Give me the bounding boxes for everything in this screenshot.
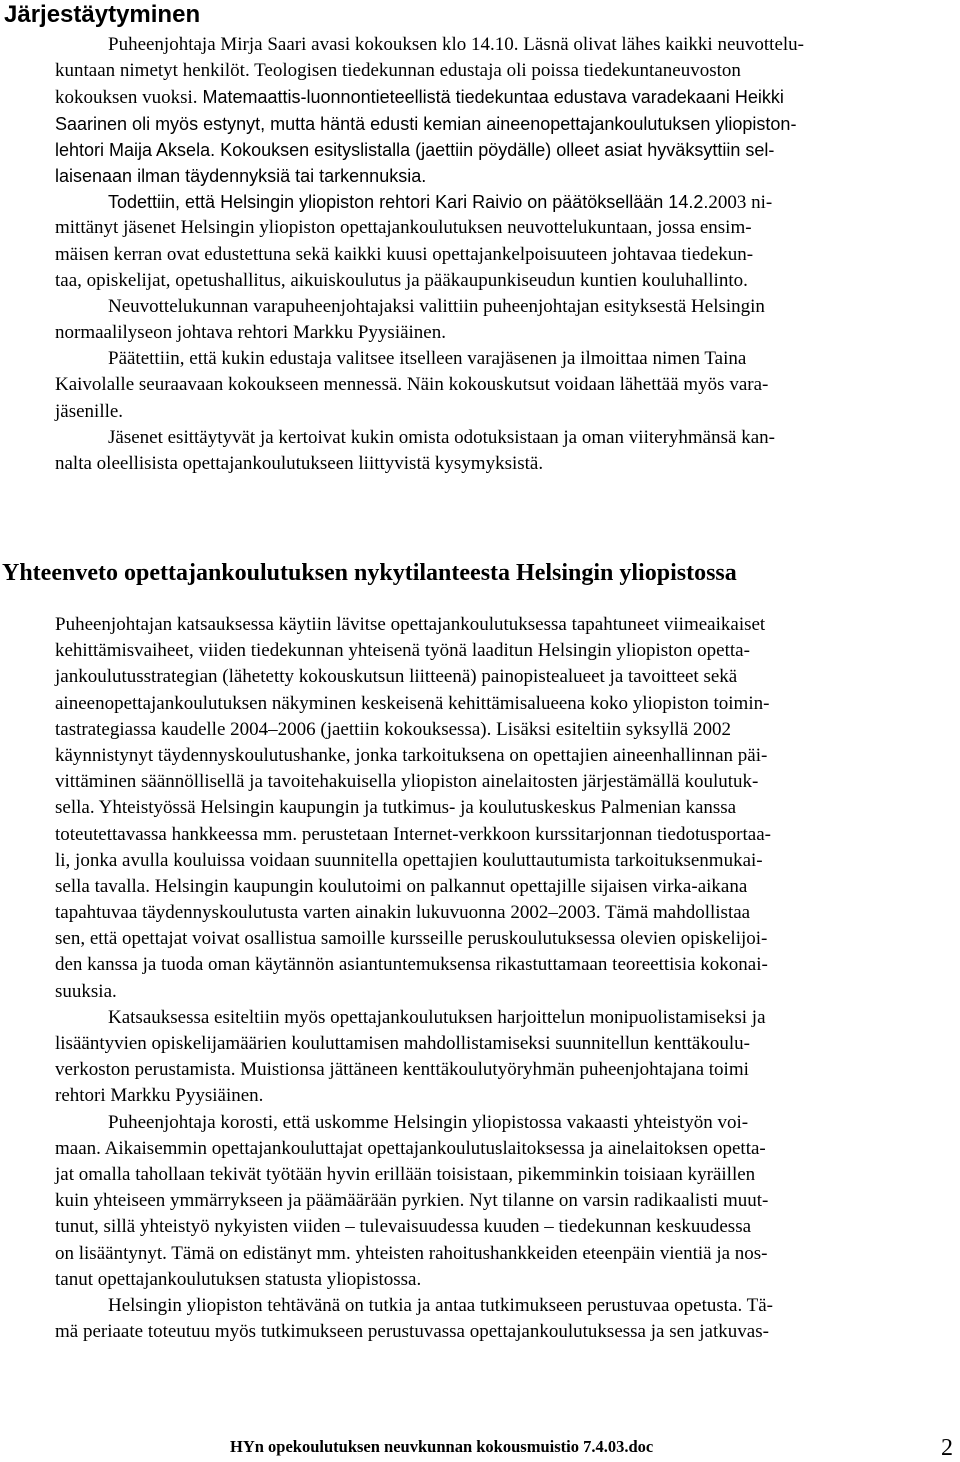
section-heading-yhteenveto: Yhteenveto opettajankoulutuksen nykytilanteesta Helsingin yliopistossa [2,560,737,586]
paragraph-line: tunut, sillä yhteistyö nykyisten viiden – tulevaisuudessa kuuden – tiedekunnan keskuudessa [55,1216,752,1238]
paragraph-line: mittänyt jäsenet Helsingin yliopiston opettajankoulutuksen neuvottelukuntaan, jossa ensim- [55,217,752,239]
paragraph-line: tanut opettajankoulutuksen statusta yliopistossa. [55,1268,422,1290]
paragraph-line: laisenaan ilman täydennyksiä tai tarkennuksia. [55,165,427,186]
paragraph-line: kuin yhteiseen ymmärrykseen ja päämäärään pyrkien. Nyt tilanne on varsin radikaalisti muut- [55,1190,769,1212]
paragraph-line: den kanssa ja tuoda oman käytännön asiantuntemuksensa rikastuttamaan teoreettisia kokonai- [55,954,768,976]
paragraph-line: toteutettavassa hankkeessa mm. perustetaan Internet-verkkoon kurssitarjonnan tiedotusportaa- [55,823,771,845]
paragraph-line-part: lehtori Maija Aksela. [55,139,216,160]
paragraph-line: li, jonka avulla kouluissa voidaan suunnitella opettajien kouluttautumista tarkoituksenmukai- [55,849,763,871]
paragraph-line: tastrategiassa kaudelle 2004–2006 (jaettiin kokouksessa). Lisäksi esiteltiin syksyllä 2002 [55,718,731,740]
paragraph-line: jankoulutusstrategian (lähetetty kokouskutsun liitteenä) painopistealueet ja tavoitteet sekä [55,666,738,688]
paragraph-line [55,137,935,163]
paragraph-line: Kaivolalle seuraavaan kokoukseen mennessä. Näin kokouskutsut voidaan lähettää myös vara- [55,374,769,396]
paragraph-line: Puheenjohtaja korosti, että uskomme Helsingin yliopistossa vakaasti yhteistyön voi- [108,1111,749,1133]
section-heading-jarjestaytyminen: Järjestäytyminen [4,1,201,28]
paragraph-line: taa, opiskelijat, opetushallitus, aikuiskoulutus ja pääkaupunkiseudun kuntien kouluhallinto. [55,269,748,291]
paragraph-line: Helsingin yliopiston tehtävänä on tutkia ja antaa tutkimukseen perustuvaa opetusta. Tä- [108,1294,774,1316]
paragraph-line: nalta oleellisista opettajankoulutukseen liittyvistä kysymyksistä. [55,453,544,474]
paragraph-line: jäsenille. [55,400,124,422]
paragraph-line: sella tavalla. Helsingin kaupungin koulutoimi on palkannut opettajille sijaisen virka-aikana [55,875,748,897]
paragraph-line: verkoston perustamista. Muistionsa jättäneen kenttäkoulutyöryhmän puheenjohtajana toimi [55,1059,749,1081]
paragraph-line: Puheenjohtajan katsauksessa käytiin lävitse opettajankoulutuksessa tapahtuneet viimeaikaiset [55,614,766,635]
paragraph-line: mäisen kerran ovat edustettuna sekä kaikki kuusi opettajankelpoisuuteen johtavaa tiedekun- [55,243,754,265]
paragraph-line: kuntaan nimetyt henkilöt. Teologisen tiedekunnan edustaja oli poissa tiedekuntaneuvoston [55,60,741,82]
paragraph-line: tapahtuvaa täydennyskoulutusta varten ainakin lukuvuonna 2002–2003. Tämä mahdollistaa [55,902,751,924]
paragraph-line: Katsauksessa esiteltiin myös opettajankoulutuksen harjoittelun monipuolistamiseksi ja [108,1006,766,1028]
paragraph-line: Jäsenet esittäytyvät ja kertoivat kukin omista odotuksistaan ja oman viiteryhmänsä kan- [108,426,775,448]
section1-body [55,32,935,477]
paragraph-line: sen, että opettajat voivat osallistua samoille kursseille peruskoulutuksessa olevien opiskelijoi- [55,928,768,950]
paragraph-line-part: Todettiin, että Helsingin yliopiston rehtori Kari Raivio on päätöksellään 14.2. [108,192,709,213]
paragraph-line: Neuvottelukunnan varapuheenjohtajaksi valittiin puheenjohtajan esityksestä Helsingin [108,295,765,317]
paragraph-line-part: Matemaattis-luonnontieteellistä tiedekuntaa edustava varadekaani Heikki [197,87,784,108]
paragraph-line: normaalilyseon johtava rehtori Markku Pyysiäinen. [55,322,446,344]
section2-body [55,612,935,1345]
paragraph-line: Puheenjohtaja Mirja Saari avasi kokouksen klo 14.10. Läsnä olivat lähes kaikki neuvottelu- [108,34,804,55]
paragraph-line: Saarinen oli myös estynyt, mutta häntä edusti kemian aineenopettajankoulutuksen yliopiston- [55,113,797,134]
paragraph-line: maan. Aikaisemmin opettajankouluttajat opettajankoulutuslaitoksessa ja ainelaitoksen opetta- [55,1137,766,1159]
paragraph-line: mä periaate toteutuu myös tutkimukseen perustuvassa opettajankoulutuksessa ja sen jatkuvas- [55,1321,769,1343]
paragraph-line-part: 2003 ni- [708,192,773,214]
paragraph-line: sella. Yhteistyössä Helsingin kaupungin ja tutkimus- ja koulutuskeskus Palmenian kanssa [55,797,737,819]
footer-page-number: 2 [941,1435,953,1461]
paragraph-line: käynnistynyt täydennyskoulutushanke, jonka tarkoituksena on opettajien aineenhallinnan päi- [55,744,768,766]
paragraph-line [55,84,935,110]
paragraph-line: aineenopettajankoulutuksen näkyminen keskeisenä kehittämisalueena koko yliopiston toimin- [55,692,770,714]
paragraph-line: Päätettiin, että kukin edustaja valitsee itselleen varajäsenen ja ilmoittaa nimen Taina [108,348,747,370]
paragraph-line-part: Kokouksen esityslistalla (jaettiin pöydälle) olleet asiat hyväksyttiin sel- [215,139,775,160]
paragraph-line-part: kokouksen vuoksi. [55,87,198,109]
paragraph-line: suuksia. [55,980,117,1002]
paragraph-line: on lisääntynyt. Tämä on edistänyt mm. yhteisten rahoitushankkeiden eteenpäin vientiä ja nos- [55,1242,768,1264]
paragraph-line: kehittämisvaiheet, viiden tiedekunnan yhteisenä työnä laaditun Helsingin yliopiston opetta- [55,640,750,662]
paragraph-line: jat omalla tahollaan tekivät työtään hyvin erillään toisistaan, pikemminkin toisiaan kyräillen [55,1163,756,1185]
paragraph-line: lisääntyvien opiskelijamäärien kouluttamisen mahdollistamiseksi suunnitellun kenttäkoulu- [55,1033,750,1054]
footer-document-name: HYn opekoulutuksen neuvkunnan kokousmuistio 7.4.03.doc [230,1437,654,1456]
paragraph-line [55,189,935,215]
paragraph-line: rehtori Markku Pyysiäinen. [55,1085,264,1107]
paragraph-line: vittäminen säännöllisellä ja tavoitehakuisella yliopiston ainelaitosten järjestämällä koulutuk- [55,771,759,793]
